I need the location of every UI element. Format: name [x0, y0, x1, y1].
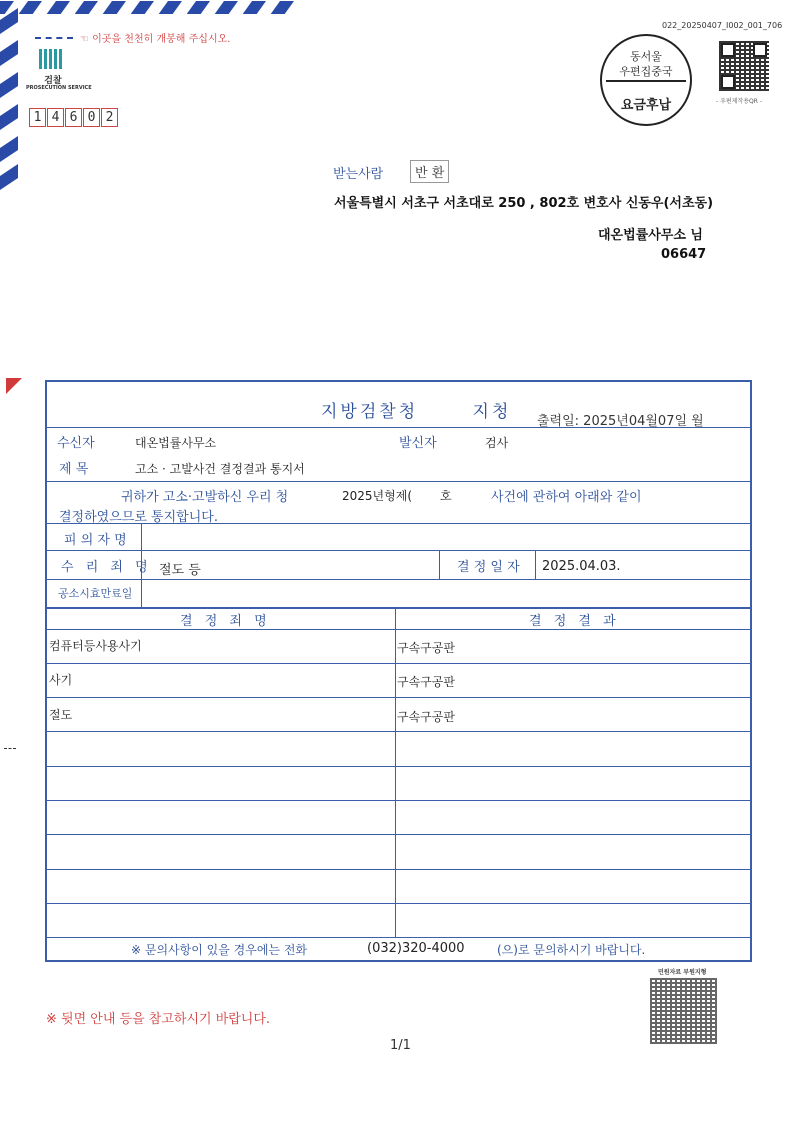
footer-phone: (032)320-4000: [367, 941, 465, 956]
decision-date-label: 결 정 일 자: [457, 560, 520, 575]
table-header-result: 결 정 결 과: [529, 614, 620, 629]
suspect-label: 피 의 자 명: [64, 533, 127, 548]
fold-mark-line: [4, 748, 16, 749]
charge-label: 수 리 죄 명: [61, 560, 152, 575]
postal-digit: 2: [101, 108, 118, 127]
prosecution-logo: [28, 46, 94, 94]
postal-qr-code: [719, 41, 769, 91]
postage-stamp: [600, 34, 692, 126]
fold-mark: [0, 378, 22, 398]
tracking-id: 022_20250407_I002_001_706: [662, 21, 783, 30]
receiver-value: 대온법률사무소: [135, 436, 217, 450]
body-ho: 호: [440, 489, 452, 503]
table-row-result: 구속구공판: [397, 675, 455, 689]
open-here-notice: ☜ 이곳을 천천히 개봉해 주십시오.: [80, 34, 231, 45]
table-header-charge: 결 정 죄 명: [180, 614, 271, 629]
statute-label: 공소시효만료일: [58, 587, 133, 600]
recipient-label: 받는사람: [333, 167, 384, 182]
page-number: 1/1: [390, 1038, 411, 1053]
logo-text: 검찰: [44, 76, 62, 86]
stamp-line3: 요금후납: [620, 98, 672, 113]
table-row-charge: 절도: [49, 708, 73, 722]
body-part1: 귀하가 고소·고발하신 우리 청: [121, 490, 289, 505]
office-suffix: 지청: [472, 402, 512, 422]
postal-digit: 4: [47, 108, 64, 127]
postal-qr-caption: - 우편제작용QR -: [716, 98, 763, 105]
tear-line: [35, 37, 73, 39]
decision-date-value: 2025.04.03.: [542, 559, 621, 574]
logo-subtext: PROSECUTION SERVICE: [26, 85, 92, 91]
office-title: [321, 397, 511, 422]
footer-inquiry-suffix: (으)로 문의하시기 바랍니다.: [497, 943, 646, 957]
table-row-charge: 사기: [49, 673, 73, 687]
recipient-postal-code: 06647: [661, 247, 707, 262]
table-row-result: 구속구공판: [397, 641, 455, 655]
postal-digit: 0: [83, 108, 100, 127]
footer-inquiry-prefix: ※ 문의사항이 있을 경우에는 전화: [131, 943, 308, 957]
return-stamp: 반 환: [410, 160, 449, 183]
stamp-line2: 우편집중국: [619, 65, 673, 78]
body-line2: 결정하였으므로 통지합니다.: [59, 510, 218, 525]
recipient-address: 서울특별시 서초구 서초대로 250 , 802호 변호사 신동우(서초동): [334, 196, 714, 211]
stamp-line1: 동서울: [630, 50, 662, 63]
print-date: 출력일: 2025년04월07일 월: [537, 414, 704, 429]
civil-qr-code: [650, 978, 717, 1044]
table-row-charge: 컴퓨터등사용사기: [49, 639, 142, 653]
charge-value: 절도 등: [159, 563, 201, 578]
envelope-stripe-top: [0, 0, 300, 14]
receiver-label: 수신자: [57, 436, 95, 451]
sender-value: 검사: [485, 436, 509, 450]
office-title-text: 지방검찰청: [321, 402, 419, 422]
envelope-stripe-left: [0, 0, 20, 190]
body-case: 2025년형제(: [342, 489, 412, 503]
subject-label: 제 목: [59, 462, 89, 477]
sender-label: 발신자: [399, 436, 437, 451]
civil-qr-caption: 민원자료 부원지형: [658, 969, 707, 976]
table-row-result: 구속구공판: [397, 710, 455, 724]
postal-digit: 6: [65, 108, 82, 127]
postal-digit: 1: [29, 108, 46, 127]
back-notice: ※ 뒷면 안내 등을 참고하시기 바랍니다.: [46, 1012, 271, 1027]
recipient-name: 대온법률사무소 님: [598, 228, 703, 243]
subject-value: 고소 · 고발사건 결정결과 통지서: [135, 462, 305, 476]
body-part2: 사건에 관하여 아래와 같이: [491, 490, 642, 505]
notice-document: [45, 380, 752, 962]
